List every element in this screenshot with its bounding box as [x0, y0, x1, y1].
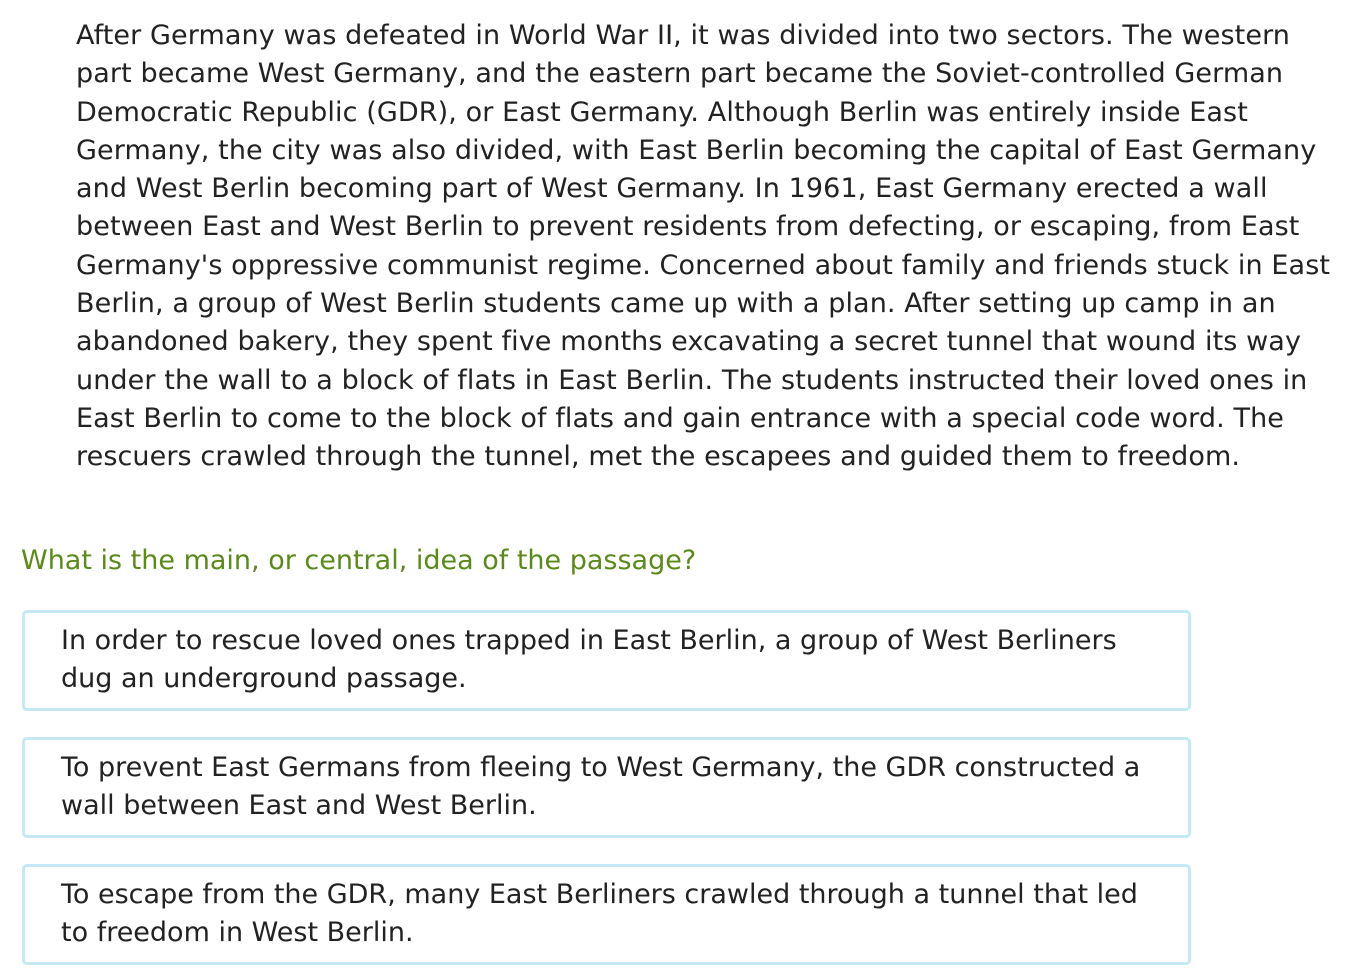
answer-choice-2[interactable] — [22, 737, 1191, 838]
answer-choice-2-text: To prevent East Germans from fleeing to West Germany, the GDR constructed a wall between East and West Berlin. — [61, 752, 1141, 822]
reading-passage: After Germany was defeated in World War II, it was divided into two sectors. The western part became West Germany, and the eastern part became the Soviet-controlled German Democratic Republic (GDR), or East Germany. Although Berlin was entirely inside East Germany, the city was also divided, with East Berlin becoming the capital of East Germany and West Berlin becoming part of West Germany. In 1961, East Germany erected a wall between East and West Berlin to prevent residents from defecting, or escaping, from East Germany's oppressive communist regime. Concerned about family and friends stuck in East Berlin, a group of West Berlin students came up with a plan. After setting up camp in an abandoned bakery, they spent five months excavating a secret tunnel that wound its way under the wall to a block of flats in East Berlin. The students instructed their loved ones in East Berlin to come to the block of flats and gain entrance with a special code word. The rescuers crawled through the tunnel, met the escapees and guided them to freedom. — [76, 20, 1331, 473]
answer-choice-1-text: In order to rescue loved ones trapped in East Berlin, a group of West Berliners dug an underground passage. — [61, 625, 1117, 695]
answer-choice-1[interactable] — [22, 610, 1191, 711]
answer-choice-3-text: To escape from the GDR, many East Berliners crawled through a tunnel that led to freedom in West Berlin. — [61, 879, 1138, 949]
answer-choice-3[interactable] — [22, 864, 1191, 965]
question-prompt: What is the main, or central, idea of the passage? — [21, 545, 697, 576]
